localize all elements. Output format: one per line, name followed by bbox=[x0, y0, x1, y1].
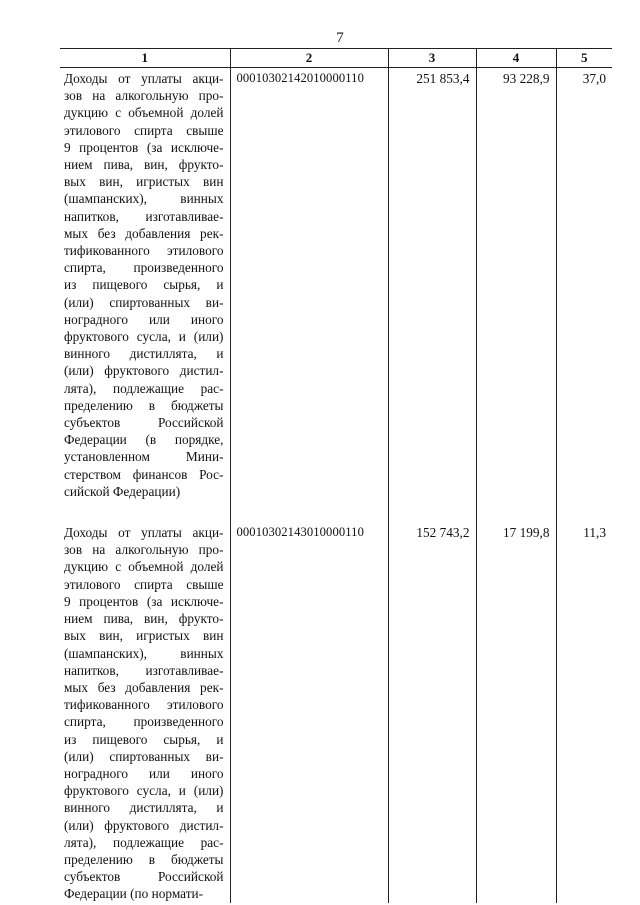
description-line: Доходы от уплаты акци- bbox=[64, 71, 224, 86]
row-value-col5: 11,3 bbox=[556, 522, 612, 902]
description-line: мых без добавления рек- bbox=[64, 679, 224, 695]
description-line: лята), подлежащие рас- bbox=[64, 380, 224, 396]
header-col-3: 3 bbox=[388, 49, 476, 68]
description-line: ноградного или иного bbox=[64, 311, 224, 327]
header-row bbox=[60, 49, 612, 68]
description-line: (или) фруктового дистил- bbox=[64, 363, 224, 379]
description-line: зов на алкогольную про- bbox=[64, 542, 224, 558]
description-line: Федерации (в порядке, bbox=[64, 432, 224, 448]
description-line: нием пива, вин, фрукто- bbox=[64, 611, 224, 627]
description-line: вых вин, игристых вин bbox=[64, 628, 224, 644]
description-line: мых без добавления рек- bbox=[64, 225, 224, 241]
header-col-5: 5 bbox=[556, 49, 612, 68]
description-line: тификованного этилового bbox=[64, 243, 224, 259]
description-line: стерством финансов Рос- bbox=[64, 466, 224, 482]
row-budget-code: 00010302143010000110 bbox=[230, 522, 388, 902]
description-line: винного дистиллята, и bbox=[64, 346, 224, 362]
description-line: из пищевого сырья, и bbox=[64, 731, 224, 747]
description-line: (шампанских), винных bbox=[64, 191, 224, 207]
row-value-col4: 17 199,8 bbox=[476, 522, 556, 902]
description-line: напитков, изготавливае- bbox=[64, 208, 224, 224]
description-line: (или) фруктового дистил- bbox=[64, 817, 224, 833]
description-line: из пищевого сырья, и bbox=[64, 277, 224, 293]
page-number: 7 bbox=[336, 30, 344, 46]
description-line: сийской Федерации) bbox=[64, 483, 181, 499]
row-budget-code: 00010302142010000110 bbox=[230, 68, 388, 501]
description-line: 9 процентов (за исключе- bbox=[64, 139, 224, 155]
row-description bbox=[60, 68, 230, 501]
revenue-table bbox=[60, 48, 612, 903]
description-line: субъектов Российской bbox=[64, 415, 224, 431]
description-line: пределению в бюджеты bbox=[64, 851, 224, 867]
description-line: дукцию с объемной долей bbox=[64, 559, 224, 575]
row-description bbox=[60, 522, 230, 902]
description-line: Доходы от уплаты акци- bbox=[64, 525, 224, 541]
row-value-col3: 152 743,2 bbox=[388, 522, 476, 902]
description-line: спирта, произведенного bbox=[64, 714, 224, 730]
description-line: (или) спиртованных ви- bbox=[64, 748, 224, 764]
description-line: ноградного или иного bbox=[64, 765, 224, 781]
description-line: этилового спирта свыше bbox=[64, 122, 224, 138]
description-line: этилового спирта свыше bbox=[64, 576, 224, 592]
header-col-1: 1 bbox=[60, 49, 230, 68]
description-line: зов на алкогольную про- bbox=[64, 88, 224, 104]
description-line: пределению в бюджеты bbox=[64, 397, 224, 413]
row-value-col4: 93 228,9 bbox=[476, 68, 556, 501]
table-row bbox=[60, 68, 612, 501]
description-line: субъектов Российской bbox=[64, 869, 224, 885]
row-value-col5: 37,0 bbox=[556, 68, 612, 501]
description-line: нием пива, вин, фрукто- bbox=[64, 157, 224, 173]
description-line: (или) спиртованных ви- bbox=[64, 294, 224, 310]
description-line: тификованного этилового bbox=[64, 697, 224, 713]
description-line: спирта, произведенного bbox=[64, 260, 224, 276]
description-line: напитков, изготавливае- bbox=[64, 662, 224, 678]
row-spacer bbox=[60, 500, 612, 522]
description-line: винного дистиллята, и bbox=[64, 800, 224, 816]
description-line: 9 процентов (за исключе- bbox=[64, 593, 224, 609]
description-line: вых вин, игристых вин bbox=[64, 174, 224, 190]
description-line: Федерации (по нормати- bbox=[64, 886, 204, 902]
description-line: лята), подлежащие рас- bbox=[64, 834, 224, 850]
row-value-col3: 251 853,4 bbox=[388, 68, 476, 501]
table-row bbox=[60, 522, 612, 902]
description-line: установленном Мини- bbox=[64, 449, 224, 465]
header-col-4: 4 bbox=[476, 49, 556, 68]
description-line: дукцию с объемной долей bbox=[64, 105, 224, 121]
description-line: фруктового сусла, и (или) bbox=[64, 329, 224, 345]
description-line: фруктового сусла, и (или) bbox=[64, 783, 224, 799]
header-col-2: 2 bbox=[230, 49, 388, 68]
description-line: (шампанских), винных bbox=[64, 645, 224, 661]
